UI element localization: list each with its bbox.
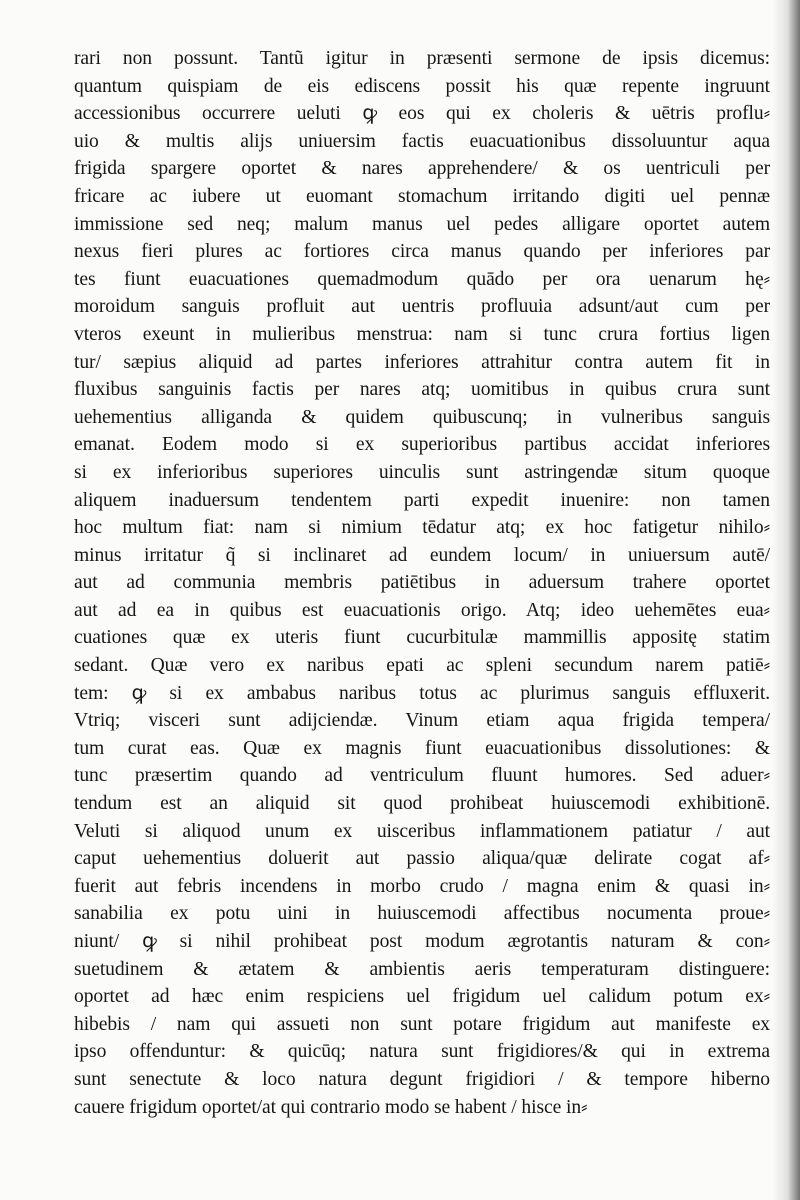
text-line: tunc præsertim quando ad ventriculum fluunt humores. Sed aduer⸗ <box>74 765 770 787</box>
text-line: fluxibus sanguinis factis per nares atq; uomitibus in quibus crura sunt <box>74 379 770 401</box>
text-line: tum curat eas. Quæ ex magnis fiunt euacuationibus dissolutiones: & <box>74 737 770 759</box>
text-line: sunt senectute & loco natura degunt frigidiori / & tempore hiberno <box>74 1068 770 1090</box>
text-line: fuerit aut febris incendens in morbo crudo / magna enim & quasi in⸗ <box>74 875 770 897</box>
text-line: Veluti si aliquod unum ex uisceribus inflammationem patiatur / aut <box>74 820 770 842</box>
text-line: oportet ad hæc enim respiciens uel frigidum uel calidum potum ex⸗ <box>74 986 770 1008</box>
page-gutter-shadow <box>772 0 800 1200</box>
text-line: frigida spargere oportet & nares apprehendere/ & os uentriculi per <box>74 158 770 180</box>
text-line: aut ad ea in quibus est euacuationis origo. Atq; ideo uehemētes eua⸗ <box>74 599 770 621</box>
text-line: Vtriq; visceri sunt adijciendæ. Vinum etiam aqua frigida tempera/ <box>74 710 770 732</box>
text-line: aut ad communia membris patiētibus in aduersum trahere oportet <box>74 572 770 594</box>
text-line: tem: ꝙ si ex ambabus naribus totus ac plurimus sanguis effluxerit. <box>74 682 770 704</box>
text-line: aliquem inaduersum tendentem parti expedit inuenire: non tamen <box>74 489 770 511</box>
text-line: cauere frigidum oportet/at qui contrario modo se habent / hisce in⸗ <box>74 1096 588 1118</box>
text-line: ipso offenduntur: & quicūq; natura sunt frigidiores/& qui in extrema <box>74 1041 770 1063</box>
latin-text-body <box>74 45 770 1121</box>
text-line: uio & multis alijs uniuersim factis euacuationibus dissoluuntur aqua <box>74 130 770 152</box>
text-line: immissione sed neq; malum manus uel pedes alligare oportet autem <box>74 213 770 235</box>
text-line: minus irritatur q̃ si inclinaret ad eundem locum/ in uniuersum autē/ <box>74 544 770 566</box>
text-line: emanat. Eodem modo si ex superioribus partibus accidat inferiores <box>74 434 770 456</box>
text-line: hibebis / nam qui assueti non sunt potare frigidum aut manifeste ex <box>74 1013 770 1035</box>
text-line: suetudinem & ætatem & ambientis aeris temperaturam distinguere: <box>74 958 770 980</box>
text-line: fricare ac iubere ut euomant stomachum irritando digiti uel pennæ <box>74 185 770 207</box>
text-line: sedant. Quæ vero ex naribus epati ac spleni secundum narem patiē⸗ <box>74 655 770 677</box>
text-line: moroidum sanguis profluit aut uentris profluuia adsunt/aut cum per <box>74 296 770 318</box>
text-line: hoc multum fiat: nam si nimium tēdatur atq; ex hoc fatigetur nihilo⸗ <box>74 517 770 539</box>
text-line: sanabilia ex potu uini in huiuscemodi affectibus nocumenta proue⸗ <box>74 903 770 925</box>
text-line: nexus fieri plures ac fortiores circa manus quando per inferiores par <box>74 241 770 263</box>
text-line: tur/ sæpius aliquid ad partes inferiores attrahitur contra autem fit in <box>74 351 770 373</box>
text-line: quantum quispiam de eis ediscens possit his quæ repente ingruunt <box>74 75 770 97</box>
text-line: niunt/ ꝙ si nihil prohibeat post modum ægrotantis naturam & con⸗ <box>74 931 770 952</box>
text-line: cuationes quæ ex uteris fiunt cucurbitulæ mammillis appositę statim <box>74 627 770 649</box>
text-line: si ex inferioribus superiores uinculis sunt astringendæ situm quoque <box>74 461 770 483</box>
text-line: tes fiunt euacuationes quemadmodum quādo per ora uenarum hę⸗ <box>74 268 770 290</box>
text-line: tendum est an aliquid sit quod prohibeat huiuscemodi exhibitionē. <box>74 793 770 815</box>
text-line: caput uehementius doluerit aut passio aliqua/quæ delirate cogat af⸗ <box>74 848 770 870</box>
text-line: rari non possunt. Tantũ igitur in præsenti sermone de ipsis dicemus: <box>74 48 770 69</box>
text-line: accessionibus occurrere ueluti ꝙ eos qui ex choleris & uētris proflu⸗ <box>74 103 770 125</box>
text-line: vteros exeunt in mulieribus menstrua: nam si tunc crura fortius ligen <box>74 323 770 345</box>
text-line: uehementius alliganda & quidem quibuscunq; in vulneribus sanguis <box>74 406 770 428</box>
